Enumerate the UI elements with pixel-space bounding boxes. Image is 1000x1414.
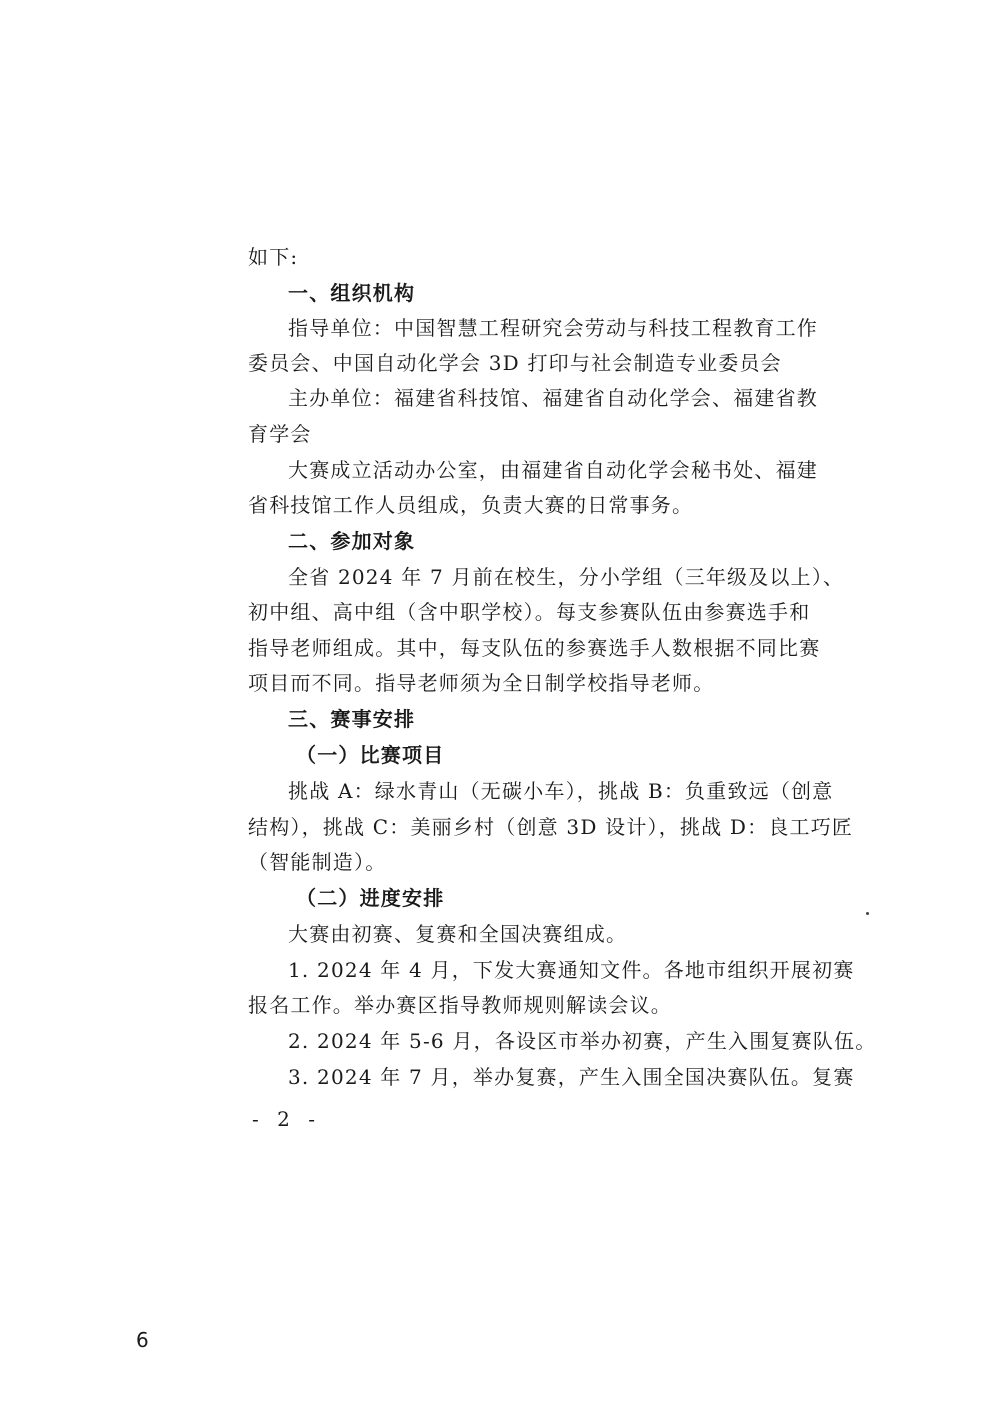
text-line-events-1: 挑战 A：绿水青山（无碳小车），挑战 B：负重致远（创意: [288, 779, 834, 803]
section-heading-organization: 一、组织机构: [288, 281, 416, 305]
text-line-participants-4: 项目而不同。指导老师须为全日制学校指导老师。: [248, 671, 715, 695]
text-line-intro: 如下:: [248, 245, 299, 269]
text-line-progress-3: 3. 2024 年 7 月，举办复赛，产生入围全国决赛队伍。复赛: [288, 1065, 855, 1089]
scan-speck: [866, 912, 869, 915]
text-line-events-3: （智能制造）。: [248, 850, 387, 874]
text-line-host-unit-cont: 育学会: [248, 422, 312, 446]
text-line-progress-2: 2. 2024 年 5-6 月，各设区市举办初赛，产生入围复赛队伍。: [288, 1029, 877, 1053]
text-line-office: 大赛成立活动办公室，由福建省自动化学会秘书处、福建: [288, 458, 818, 482]
text-line-guidance-unit-cont: 委员会、中国自动化学会 3D 打印与社会制造专业委员会: [248, 351, 782, 375]
subsection-heading-events: （一）比赛项目: [296, 743, 445, 767]
text-line-host-unit: 主办单位：福建省科技馆、福建省自动化学会、福建省教: [288, 386, 818, 410]
text-line-events-2: 结构），挑战 C：美丽乡村（创意 3D 设计），挑战 D：良工巧匠: [248, 815, 854, 839]
text-line-participants-2: 初中组、高中组（含中职学校）。每支参赛队伍由参赛选手和: [248, 600, 811, 624]
text-line-progress-intro: 大赛由初赛、复赛和全国决赛组成。: [288, 922, 628, 946]
text-line-office-cont: 省科技馆工作人员组成，负责大赛的日常事务。: [248, 493, 694, 517]
page-number: - 2 -: [252, 1107, 321, 1131]
section-heading-schedule: 三、赛事安排: [288, 707, 416, 731]
text-line-progress-1: 1. 2024 年 4 月，下发大赛通知文件。各地市组织开展初赛: [288, 958, 855, 982]
section-heading-participants: 二、参加对象: [288, 529, 416, 553]
text-line-guidance-unit: 指导单位：中国智慧工程研究会劳动与科技工程教育工作: [288, 316, 818, 340]
text-line-progress-1-cont: 报名工作。举办赛区指导教师规则解读会议。: [248, 993, 672, 1017]
scan-page-number: 6: [136, 1328, 149, 1352]
subsection-heading-progress: （二）进度安排: [296, 886, 445, 910]
text-line-participants-1: 全省 2024 年 7 月前在校生，分小学组（三年级及以上）、: [288, 565, 845, 589]
text-line-participants-3: 指导老师组成。其中，每支队伍的参赛选手人数根据不同比赛: [248, 636, 821, 660]
